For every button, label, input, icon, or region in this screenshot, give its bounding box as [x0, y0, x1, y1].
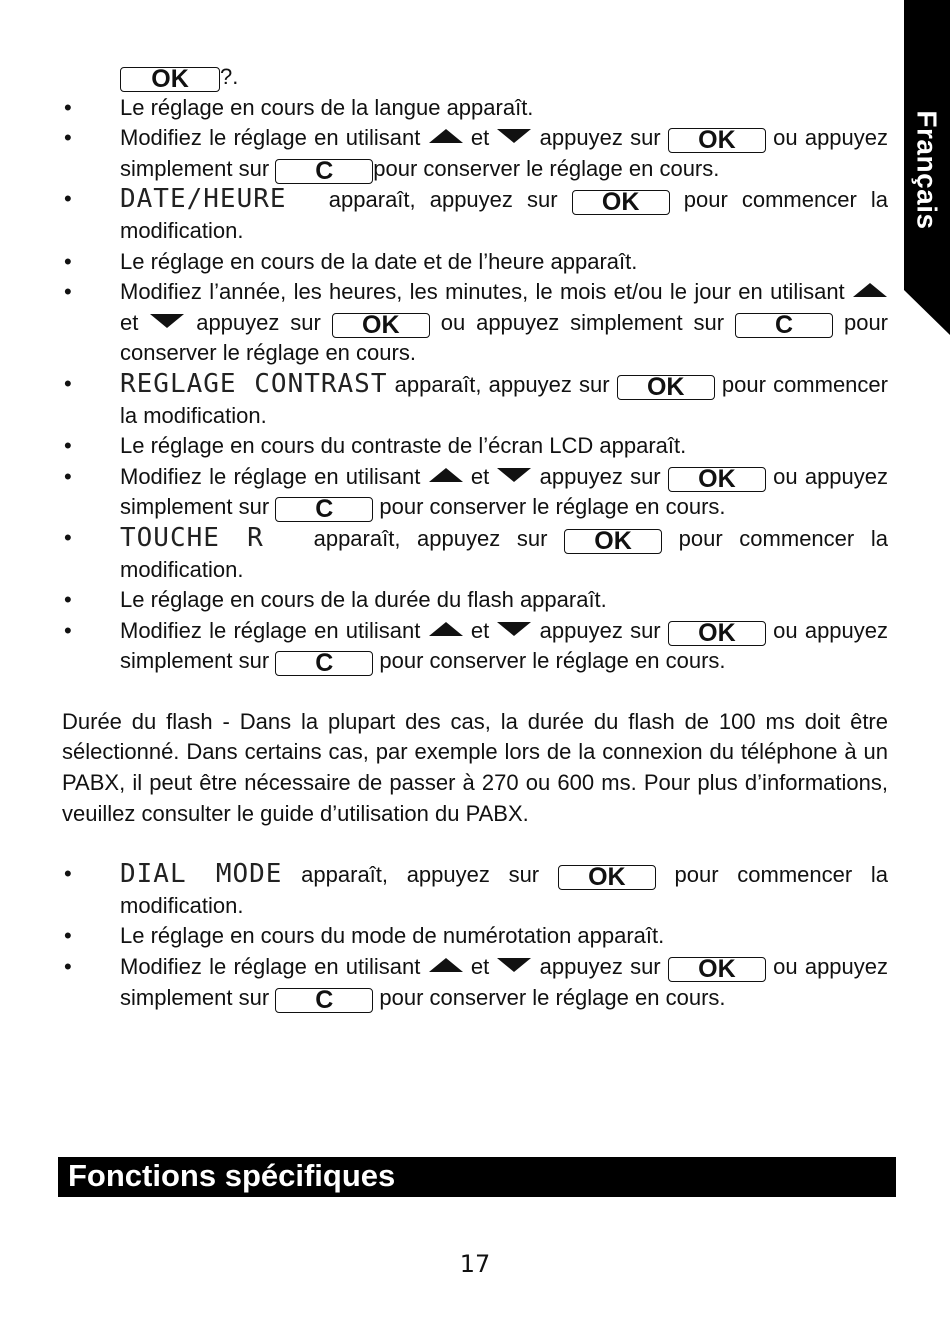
list-item-text: Le réglage en cours de la date et de l’heure apparaît. [120, 248, 638, 274]
down-arrow-icon [496, 621, 532, 637]
down-arrow-icon [496, 467, 532, 483]
ok-key-icon: OK [668, 128, 766, 153]
ok-key-icon: OK [558, 865, 656, 890]
language-tab [904, 0, 950, 335]
continuation-line [62, 62, 888, 93]
ok-key-icon: OK [564, 529, 662, 554]
list-item [62, 859, 888, 921]
list-item [62, 277, 888, 369]
bullet: • [64, 617, 72, 643]
bullet: • [64, 279, 72, 305]
list-item [62, 523, 888, 585]
list-item-text: Modifiez le réglage en utilisant et appuyez sur OK ou appuyez simplement sur C pour conserver le réglage en cours. [120, 617, 889, 678]
down-arrow-icon [496, 957, 532, 973]
ok-key-icon: OK [668, 621, 766, 646]
list-item-text: Le réglage en cours du mode de numérotation apparaît. [120, 923, 665, 949]
bullet: • [64, 923, 72, 949]
section-title: Fonctions spécifiques [68, 1158, 396, 1193]
list-item-text: Modifiez l’année, les heures, les minutes, le mois et/ou le jour en utilisant et appuyez sur OK ou appuyez simplement sur C pour conserver le réglage en cours. [120, 279, 889, 366]
up-arrow-icon [852, 282, 888, 298]
list-item-text: Le réglage en cours du contraste de l’écran LCD apparaît. [120, 433, 687, 459]
language-tab-label [910, 100, 944, 240]
list-item [62, 93, 888, 124]
c-key-icon: C [275, 159, 373, 184]
list-item [62, 921, 888, 952]
bullet: • [64, 861, 72, 887]
c-key-icon: C [735, 313, 833, 338]
c-key-icon: C [275, 651, 373, 676]
up-arrow-icon [428, 957, 464, 973]
lcd-text: TOUCHE R [120, 522, 264, 553]
bullet: • [64, 94, 72, 120]
bullet: • [64, 463, 72, 489]
list-item-text: Modifiez le réglage en utilisant et appuyez sur OK ou appuyez simplement sur C pour conserver le réglage en cours. [120, 954, 889, 1014]
list-item-text: TOUCHE R apparaît, appuyez sur OK pour commencer la modification. [120, 522, 888, 582]
c-key-icon: C [275, 988, 373, 1013]
down-arrow-icon [149, 313, 185, 329]
list-item-text: DIAL MODE apparaît, appuyez sur OK pour commencer la modification. [120, 859, 888, 918]
ok-key-icon: OK [668, 957, 766, 982]
bullet: • [64, 587, 72, 613]
list-item-text: Le réglage en cours de la langue apparaît. [120, 94, 534, 120]
list-item [62, 247, 888, 278]
bullet: • [64, 370, 72, 396]
list-item-text: DATE/HEURE apparaît, appuyez sur OK pour commencer la modification. [120, 184, 888, 243]
up-arrow-icon [428, 467, 464, 483]
list-item-text: Modifiez le réglage en utilisant et appuyez sur OK ou appuyez simplement sur C pour conserver le réglage en cours. [120, 125, 889, 185]
list-item-text: REGLAGE CONTRAST apparaît, appuyez sur OK pour commencer la modification. [120, 368, 888, 428]
list-item-text: Le réglage en cours de la durée du flash apparaît. [120, 587, 607, 613]
bullet: • [64, 433, 72, 459]
list-item [62, 369, 888, 431]
ok-key-icon: OK [617, 375, 715, 400]
bullet: • [64, 125, 72, 151]
bullet: • [64, 954, 72, 980]
list-item [62, 184, 888, 246]
list-item [62, 431, 888, 462]
ok-key-icon: OK [120, 67, 220, 92]
ok-key-icon: OK [332, 313, 430, 338]
up-arrow-icon [428, 128, 464, 144]
page-number: 17 [459, 1250, 491, 1278]
flash-duration-note: Durée du flash - Dans la plupart des cas, la durée du flash de 100 ms doit être sélectionné. Dans certains cas, par exemple lors de la connexion du téléphone à un PABX, il peut être nécessaire de passer à 270 ou 600 ms. Pour plus d’informations, veuillez consulter le guide d’utilisation du PABX. [62, 708, 888, 826]
bullet: • [64, 186, 72, 212]
bullet: • [64, 248, 72, 274]
list-item [62, 616, 888, 677]
up-arrow-icon [428, 621, 464, 637]
list-item [62, 462, 888, 523]
section-heading [58, 1157, 896, 1197]
instructions [62, 62, 888, 1013]
list-item [62, 123, 888, 184]
bullet: • [64, 524, 72, 550]
list-item [62, 952, 888, 1013]
question-suffix: ?. [220, 64, 239, 89]
lcd-text: DATE/HEURE [120, 184, 287, 215]
list-item [62, 585, 888, 616]
ok-key-icon: OK [572, 190, 670, 215]
down-arrow-icon [496, 128, 532, 144]
lcd-text: REGLAGE CONTRAST [120, 368, 388, 399]
list-item-text: Modifiez le réglage en utilisant et appuyez sur OK ou appuyez simplement sur C pour conserver le réglage en cours. [120, 463, 889, 524]
lcd-text: DIAL MODE [120, 859, 283, 890]
language-tab-text: Français [912, 110, 944, 230]
ok-key-icon: OK [668, 467, 766, 492]
c-key-icon: C [275, 497, 373, 522]
